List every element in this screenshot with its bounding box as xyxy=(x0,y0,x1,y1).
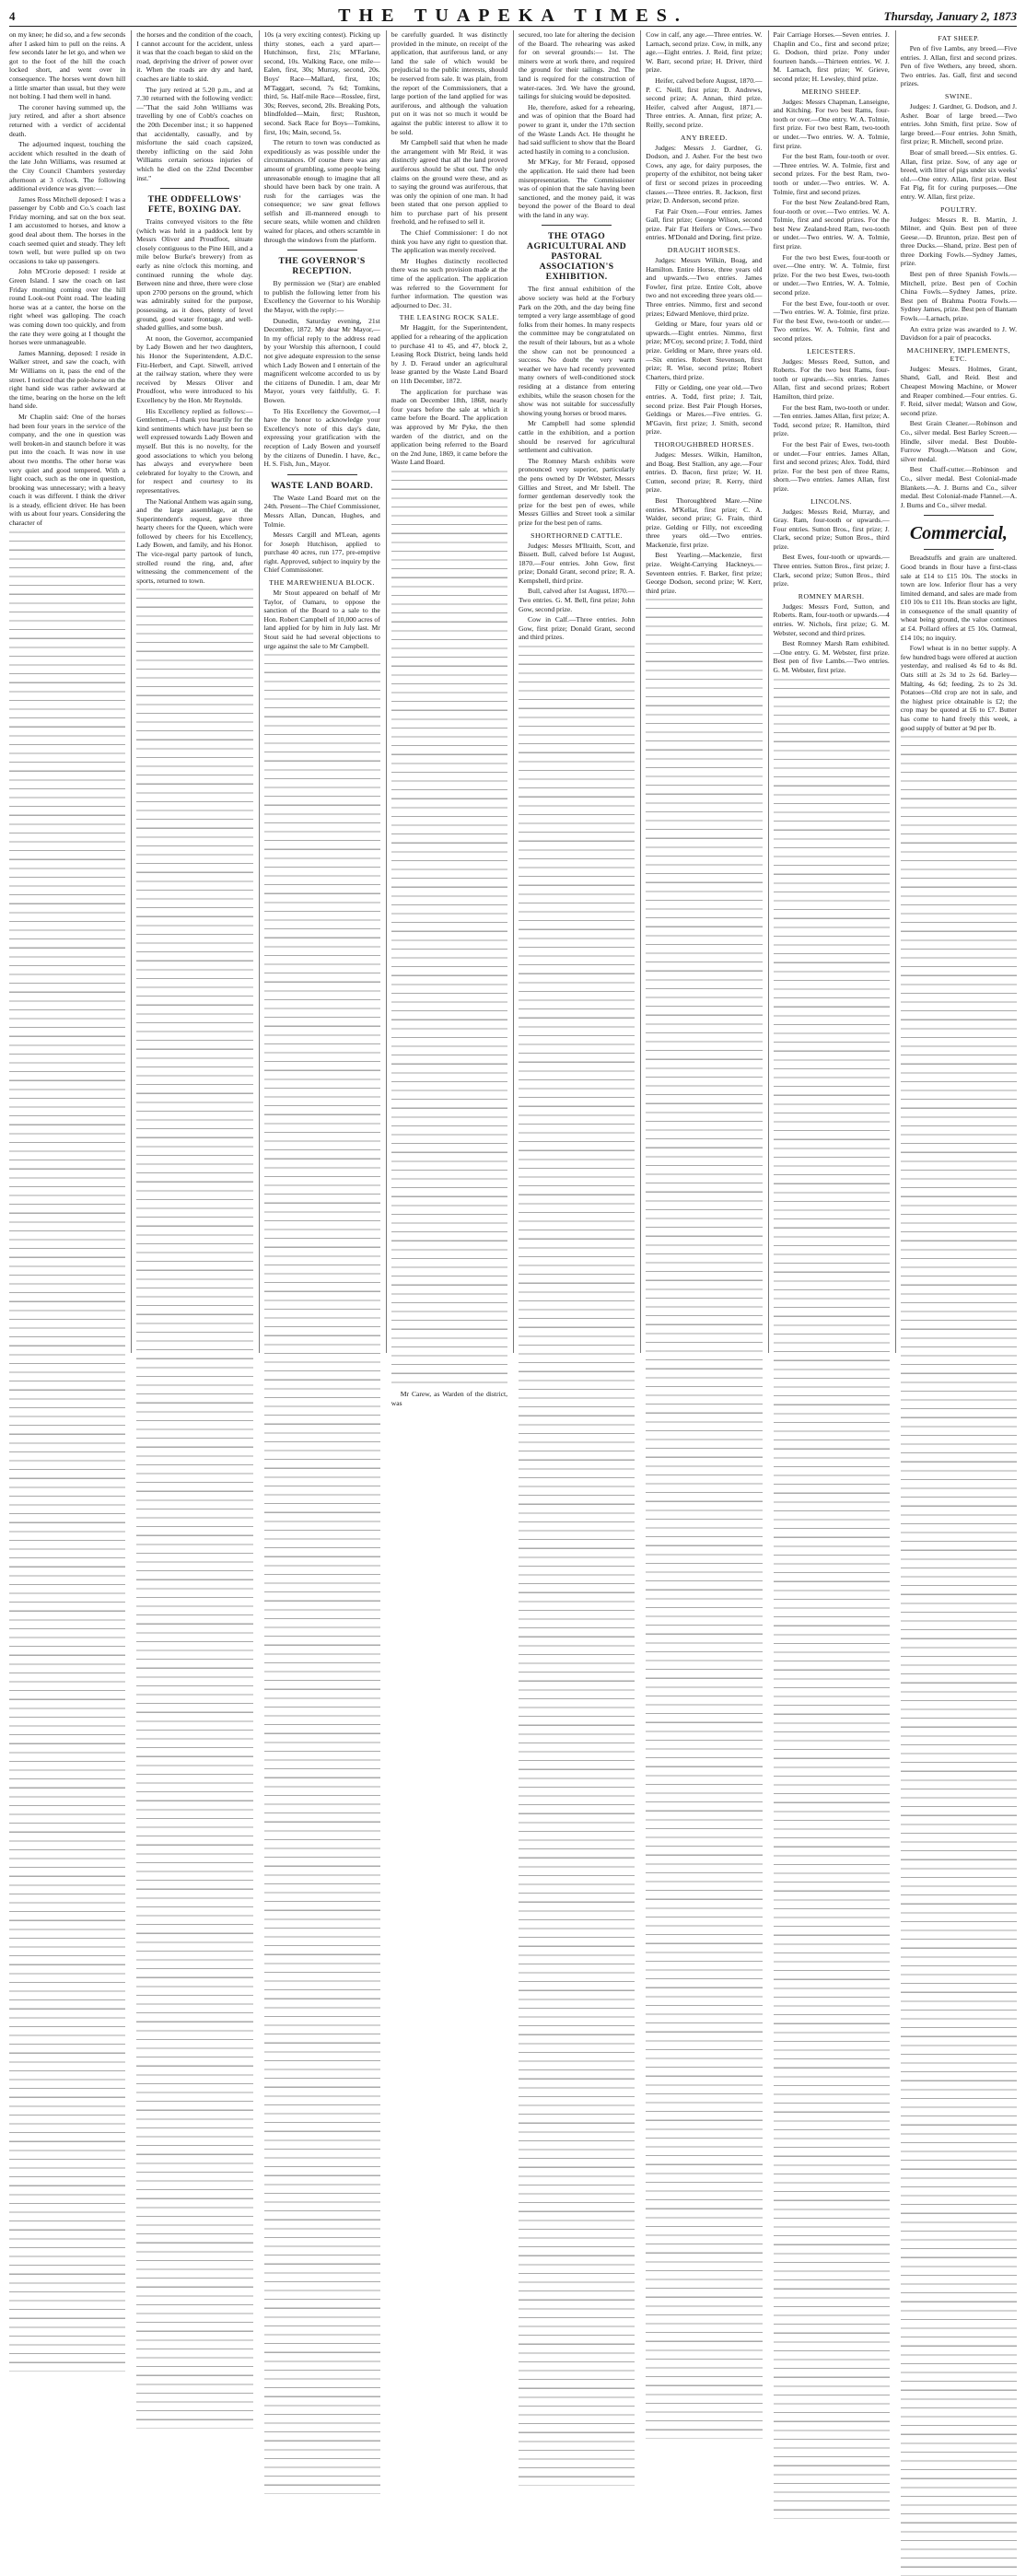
article-paragraph: Best Grain Cleaner.—Robinson and Co., silver medal. Best Barley Screen.—Hindle, silver medal. Best Double-Furrow Plough.—Watson and Gow, silver medal. xyxy=(900,419,1017,463)
article-paragraph: Judges: Messrs Wilkin, Boag, and Hamilton. Entire Horse, three years old and upwards.—Two entries. James Fowler, first prize. Entire Colt, above two and not exceeding three years old.—Three entries. Nimmo, first and second prizes; Edward Menlove, third prize. xyxy=(646,256,763,318)
article-paragraph: The first annual exhibition of the above society was held at the Forbury Park on the 20th, and the day being fine tempted a very large assemblage of good folks from their homes. In many respects the committee may be congratulated on the result of their labours, but as a whole the show can not be pronounced a success. No doubt the very warm weather we have had recently prevented many owners of well-conditioned stock residing at a distance from entering exhibits, while the season chosen for the show was not suitable for successfully showing young horses or brood mares. xyxy=(519,285,635,417)
article-paragraph: Best Thoroughbred Mare.—Nine entries. M'Kellar, first prize; C. A. Walder, second prize; G. Frain, third prize. Gelding or Filly, not exceeding three years old.—Two entries. Mackenzie, first prize. xyxy=(646,495,763,549)
subheading: THOROUGHBRED HORSES. xyxy=(654,439,754,449)
article-paragraph: Mr Campbell said that when he made the arrangement with Mr Reid, it was distinctly agreed that all the land proved auriferous should be shut out. The only claims on the ground were these, and as to saying the ground was auriferous, that was only the opinion of one man. It had been stated that one person applied to him to purchase part of his present freehold, and he refused to sell it. xyxy=(391,138,507,227)
article-paragraph: on my knee; he did so, and a few seconds after I asked him to pull on the reins. A few seconds later he let go, and when we got to the foot of the hill the coach locked short, and went over in consequence. The horses went down hill a little smarter than usual, but they were not bolting. I had them well in hand. xyxy=(9,30,126,101)
article-paragraph: Boar of small breed.—Six entries. G. Allan, first prize. Sow, of any age or breed, with litter of pigs under six weeks' old.—One entry. Allan, first prize. Best Fat Pig, fit for curing purposes.—One entry. W. Allan, first prize. xyxy=(900,147,1017,201)
article-paragraph: Mr Carew, as Warden of the district, was xyxy=(391,1389,507,1407)
article-paragraph: Pen of five Lambs, any breed.—Five entries. J. Allan, first and second prizes. Pen of five Wethers, any breed, shorn. Two entries. Jas. Gall, first and second prizes. xyxy=(900,44,1017,88)
subheading: SWINE. xyxy=(945,91,973,100)
article-paragraph: For the best Ewe, four-tooth or over.—Two entries. W. A. Tolmie, first prize. For the best Ewe, two-tooth or under.—Two entries. W. A. Tolmie, first and second prizes. xyxy=(773,298,890,343)
article-paragraph: For the two best Ewes, four-tooth or over.—One entry. W. A. Tolmie, first prize. For the two best Ewes, two-tooth or under.—Two Entries, W. A. Tolmie, second prize. xyxy=(773,252,890,297)
subheading: ROMNEY MARSH. xyxy=(798,591,865,600)
columns xyxy=(9,30,1017,1407)
column-2 xyxy=(131,30,252,1353)
divider xyxy=(287,250,357,251)
article-paragraph: Heifer, calved before August, 1870.—P. C. Neill, first prize; D. Andrews, second prize; A. Annan, third prize. Heifer, calved after August, 1871.—Three entries. A. Annan, first prize; A. Reilly, second prize. xyxy=(646,76,763,129)
article-paragraph: Judges: Messrs. Wilkin, Hamilton, and Boag. Best Stallion, any age.—Four entries. D. Bacon, first prize; W. H. Cutten, second prize; R. Kerry, third prize. xyxy=(646,449,763,495)
article-paragraph: Messrs Cargill and M'Lean, agents for Joseph Hutchison, applied to purchase 40 acres, run 177, pre-emptive right. Approved, subject to inquiry by the Chief Commissioner. xyxy=(263,530,380,575)
article-paragraph: Breadstuffs and grain are unaltered. Good brands in flour have a first-class sale at £14 to £15 10s. The stocks in town are low. Inferior flour has a very limited demand, and sales are made from £10 10s to £11 10s. Bran stocks are light, in consequence of the small quantity of wheat being ground, the value continues at £4. Pollard offers at £5 10s. Oatmeal, £14 10s; no inquiry. xyxy=(900,554,1017,642)
masthead xyxy=(9,6,1017,27)
text-filler xyxy=(901,734,1017,2576)
subheading: FAT SHEEP. xyxy=(938,34,980,42)
commercial-heading: Commercial, xyxy=(909,523,1008,544)
article-paragraph: James Ross Mitchell deposed: I was a passenger by Cobb and Co.'s coach last Friday morning, and sat on the box seat. I am accustomed to horses, and know a good deal about them. The horses in the coach seemed quiet and steady. They left town well, but were pulled up on two occasions to take up passengers. xyxy=(9,194,126,265)
subheading: LEICESTERS. xyxy=(807,346,857,356)
text-filler xyxy=(774,677,890,2519)
article-paragraph: The jury retired at 5.20 p.m., and at 7.30 returned with the following verdict:—"That the said John Williams was travelling by one of Cobb's coaches on the 20th December inst.; it so happened that accidentally, casually, and by misfortune the said coach capsized, thereby inflicting on the said John Williams certain serious injuries of which he died on the 22nd December inst." xyxy=(136,85,253,182)
subheading: SHORTHORNED CATTLE. xyxy=(530,530,624,540)
article-paragraph: John M'Crorie deposed: I reside at Green Island. I saw the coach on last Friday morning coming over the hill round Look-out Point road. The leading horse was at a canter, the horse on the right wheel was galloping. The coach was coming down too quickly, and from the rate they were going at I thought the horses were unmanageable. xyxy=(9,267,126,347)
article-paragraph: The National Anthem was again sung, and the large assemblage, at the Superintendent's request, gave three hearty cheers for the Queen, which were followed by cheers for his Excellency, Lady Bowen, and family, and his Honor. The vice-regal party partook of lunch, strolled round the ring, and, after witnessing the commencement of the sports, returned to town. xyxy=(136,496,253,585)
subheading: DRAUGHT HORSES. xyxy=(667,246,741,255)
column-3 xyxy=(259,30,380,1353)
divider xyxy=(924,549,994,550)
article-paragraph: Best Yearling.—Mackenzie, first prize. Weight-Carrying Hackneys.—Seventeen entries. F. Barker, first prize; George Dodson, second prize; W. Kerr, third prize. xyxy=(646,551,763,595)
article-paragraph: The Romney Marsh exhibits were pronounced very superior, particularly the pens owned by Dr Webster, Messrs Gillies and Street, and Mr Isbell. The former gentleman deservedly took the prize for the best pen of ewes, while Messrs Gillies and Street took a similar prize for the best pen of rams. xyxy=(519,456,635,527)
article-paragraph: Dunedin, Saturday evening, 21st December, 1872. My dear Mr Mayor,—In my official reply to the address read by your Worship this afternoon, I could not give adequate expression to the sense which Lady Bowen and I entertain of the magnificent welcome accorded to us by the citizens of Dunedin. I am, dear Mr Mayor, yours very faithfully, G. F. Bowen. xyxy=(263,316,380,404)
article-paragraph: Judges: Messrs Chapman, Lanseigne, and Kitching. For two best Rams, four-tooth or over.—One entry. W. A. Tolmie, first prize. For two best Ram, two-tooth or under.—Two entries. W. A. Tolmie, first prize. xyxy=(773,97,890,150)
article-paragraph: The Waste Land Board met on the 24th. Present—The Chief Commissioner, Messrs Allan, Duncan, Hughes, and Tolmie. xyxy=(263,493,380,529)
article-paragraph: The return to town was conducted as expeditiously as was possible under the circumstances. Of course there was any amount of grumbling, some people being unreasonable enough to imagine that all should have been back by one train. A rush for the carriages was the consequence; we saw great fellows selfish and ill-mannered enough to secure seats, while women and children waited for places, and others scramble in through the windows from the platform. xyxy=(263,138,380,244)
article-paragraph: secured, too late for altering the decision of the Board. The rehearing was asked for on several grounds:— 1st. The miners were at work there, and required the ground for their tailings. 2nd. The land is required for the construction of water-races. 3rd. We have the ground, tailings for sluicing would be deposited. xyxy=(519,30,635,101)
article-paragraph: Best Chaff-cutter.—Robinson and Co., silver medal. Best Colonial-made Blankets.—A. J. Burns and Co., silver medal. Best Colonial-made Flannel.—A. J. Burns and Co., silver medal. xyxy=(900,465,1017,509)
article-paragraph: Judges: Messrs Reid, Murray, and Gray. Ram, four-tooth or upwards.—Four entries. Sutton Bros., first prize; J. Clark, second prize; Sutton Bros., third prize. xyxy=(773,507,890,551)
article-paragraph: 10s (a very exciting contest). Picking up thirty stones, each a yard apart—Hutchinson, first, 21s; M'Farlane, second, 10s. Walking Race, one mile—Ealen, first, 30s; Murray, second, 20s. Boys' Race—Mallard, first, 10s; M'Taggart, second, 7s 6d; Tomkins, third, 5s. Half-mile Race—Rosslee, first, 30s; Reeves, second, 20s. Breaking Pots, blindfolded—Main, first; Rushton, second. Sack Race for Boys—Tomkins, first, 10s; Main, second, 5s. xyxy=(263,30,380,136)
column-8 xyxy=(895,30,1017,1353)
article-paragraph: Mr Chaplin said: One of the horses had been four years in the service of the company, and the one in question was well broken-in and staunch before it was put into the coach. It was now in use about two months. The other horse was very quiet and good tempered. With a light coach, such as the one in question, brooking was unnecessary; with a heavy coach it was different. I think the driver is a steady, efficient driver. He has been with us about four years. Considering the character of xyxy=(9,412,126,528)
article-paragraph: Pair Carriage Horses.—Seven entries. J. Chaplin and Co., first and second prize; G. Dodson, third prize. Pony under fourteen hands.—Thirteen entries. W. J. M. Larnach, first prize; W. Grieve, second prize; H. Lewsley, third prize. xyxy=(773,30,890,83)
article-paragraph: The coroner having summed up, the jury retired, and after a short absence returned with a verdict of accidental death. xyxy=(9,102,126,138)
text-filler xyxy=(264,652,380,2494)
text-filler xyxy=(391,469,507,1390)
subheading: POULTRY. xyxy=(939,204,977,214)
subheading: THE MAREWHENUA BLOCK. xyxy=(269,578,375,588)
article-paragraph: The adjourned inquest, touching the accident which resulted in the death of the late John Williams, was resumed at the City Council Chambers yesterday afternoon at 3 o'clock. The following additional evidence was given:— xyxy=(9,140,126,193)
article-paragraph: Fowl wheat is in no better supply. A few hundred bags were offered at auction yesterday, and realised 4s 6d to 4s 8d. Oats still at 2s 3d to 2s 6d. Barley—Malting, 4s 6d; feeding, 2s to 2s 3d. Potatoes—Old crop are not in sale, and the highest price obtainable is £2; the crop may be quoted at £6 to £7. Butter has come to hand freely this week, a good supply of butter at 9d per lb. xyxy=(900,644,1017,732)
article-paragraph: Mr Campbell had some splendid cattle in the exhibition, and a portion should be reserved for agricultural settlement and cultivation. xyxy=(519,419,635,455)
subheading: THE LEASING ROCK SALE. xyxy=(399,313,500,322)
divider xyxy=(287,474,357,475)
issue-date: Thursday, January 2, 1873 xyxy=(883,9,1017,23)
article-paragraph: Best Ewes, four-tooth or upwards.—Three entries. Sutton Bros., first prize; J. Clark, second prize; Sutton Bros., third prize. xyxy=(773,553,890,589)
text-filler xyxy=(9,530,125,2372)
article-paragraph: Bull, calved after 1st August, 1870.—Two entries. G. M. Bell, first prize; John Gow, second prize. xyxy=(519,587,635,613)
article-paragraph: Best pen of three Spanish Fowls.—Mitchell, prize. Best pen of Cochin China Fowls.—Sydney James, prize. Best pen of Brahma Pootra Fowls.—Sydney James, prize. Best pen of Bantam Fowls.—Larnach, prize. xyxy=(900,270,1017,323)
article-paragraph: Judges: Messrs Reed, Sutton, and Roberts. For the two best Rams, four-tooth or upwards.—Six entries. James Allan, first and second prizes; Robert Hamilton, third prize. xyxy=(773,356,890,401)
column-1 xyxy=(9,30,125,1353)
article-paragraph: Judges: Messrs M'Ilraith, Scott, and Bissett. Bull, calved before 1st August, 1870.—Four entries. John Gow, first prize; Donald Grant, second prize; R. A. Kempshell, third prize. xyxy=(519,541,635,585)
text-filler xyxy=(519,644,635,2486)
article-paragraph: Judges: Messrs Ford, Sutton, and Roberts. Ram, four-tooth or upwards.—4 entries. W. Nichols, first prize; G. M. Webster, second and third prizes. xyxy=(773,601,890,637)
text-filler xyxy=(646,597,762,2439)
section-heading: WASTE LAND BOARD. xyxy=(271,480,374,491)
article-paragraph: Fat Pair Oxen.—Four entries. James Gall, first prize; George Wilson, second prize. Pair Fat Heifers or Cows.—Two entries. M'Donald and Doring, first prize. xyxy=(646,206,763,242)
article-paragraph: To His Excellency the Governor,—I have the honor to acknowledge your Excellency's note of this day's date, expressing your gratification with the reception of Lady Bowen and yourself by the citizens of Dunedin. I have, &c., H. S. Fish, Jun., Mayor. xyxy=(263,406,380,469)
article-paragraph: James Manning, deposed: I reside in Walker street, and saw the coach, with Mr Williams on it, pass the end of the street. I noticed that the pole-horse on the right hand side was rather awkward at the time, bearing on the horse on the left hand side. xyxy=(9,348,126,411)
column-4 xyxy=(386,30,507,1407)
divider xyxy=(924,515,994,516)
article-paragraph: For the best Ram, two-tooth or under.—Ten entries. James Allan, first prize; A. Todd, second prize; R. Hamilton, third prize. xyxy=(773,402,890,438)
page-number: 4 xyxy=(9,9,16,23)
article-paragraph: Judges: Messrs J. Gardner, G. Dodson, and J. Asher. For the best two Cows, any age, for dairy purposes, the property of the exhibitor, not being taker of first or second prizes in proceeding classes.—Three entries. R. Jackson, first prize; D. Anderson, second prize. xyxy=(646,143,763,205)
newspaper-title: THE TUAPEKA TIMES. xyxy=(338,5,688,26)
article-paragraph: He, therefore, asked for a rehearing, and was of opinion that the Board had power to grant it, under the 17th section of the Waste Lands Act. He thought he had said sufficient to show that the Board acted hastily in coming to a conclusion. xyxy=(519,102,635,156)
section-heading: THE ODDFELLOWS' FETE, BOXING DAY. xyxy=(147,194,242,216)
column-6 xyxy=(640,30,762,1353)
article-paragraph: Cow in calf, any age.—Three entries. W. Larnach, second prize. Cow, in milk, any age.—Eight entries. J. Reid, first prize; W. Barr, second prize; H. Driver, third prize. xyxy=(646,30,763,75)
section-heading: THE OTAGO AGRICULTURAL AND PASTORAL ASSOCIATION'S EXHIBITION. xyxy=(527,231,627,283)
divider xyxy=(542,225,612,226)
subheading: MERINO SHEEP. xyxy=(801,87,861,96)
section-heading: THE GOVERNOR'S RECEPTION. xyxy=(278,256,366,277)
article-paragraph: Mr M'Kay, for Mr Feraud, opposed the application. He said there had been misrepresentation. The Commissioner was of opinion that the sale having been sanctioned, and the money paid, it was beyond the power of the Board to deal with the land in any way. xyxy=(519,157,635,219)
subheading: LINCOLNS. xyxy=(810,496,853,506)
article-paragraph: Best Romney Marsh Ram exhibited.—One entry. G. M. Webster, first prize. Best pen of five Lambs.—Two entries. G. M. Webster, first prize. xyxy=(773,639,890,674)
column-5 xyxy=(513,30,635,1353)
column-7 xyxy=(768,30,890,1353)
subheading: MACHINERY, IMPLEMENTS, ETC. xyxy=(906,345,1011,363)
article-paragraph: Gelding or Mare, four years old or upwards.—Eight entries. Nimmo, first prize; M'Coy, second prize; J. Todd, third prize. Gelding or Mare, three years old.—Six entries. Robert Stevenson, first prize; R. Wise, second prize; Robert Charters, third prize. xyxy=(646,320,763,381)
article-paragraph: be carefully guarded. It was distinctly provided in the minute, on receipt of the application, that auriferous land, or any land the sale of which would be prejudicial to the public interests, should be reserved from sale. It was plain, from the report of the Commissioners, that a large portion of the land applied for was auriferous, and although the valuation put on it was not so much it would be against the public interest to allow it to be sold. xyxy=(391,30,507,136)
article-paragraph: Mr Haggitt, for the Superintendent, applied for a rehearing of the application to purchase 41 to 45, and 47, block 2, Leasing Rock District, being lands held by J. D. Feraud under an agricultural lease granted by the Waste Land Board on 11th December, 1872. xyxy=(391,323,507,385)
article-paragraph: Cow in Calf.—Three entries. John Gow, first prize; Donald Grant, second and third prizes. xyxy=(519,615,635,642)
article-paragraph: An extra prize was awarded to J. W. Davidson for a pair of peacocks. xyxy=(900,324,1017,343)
article-paragraph: Trains conveyed visitors to the fête (which was held in a paddock lent by Messrs Oliver and Proudfoot, situate closely contiguous to the Pine Hill, and a mile below Burke's brewery) from as early as nine o'clock this morning, and continued running the whole day. Between nine and three, there were close upon 2700 persons on the ground, which was admirably suited for the purpose, possessing, as it does, plenty of level ground, good water frontage, and well-shaded gullies, and some bush. xyxy=(136,217,253,332)
article-paragraph: Filly or Gelding, one year old.—Two entries. A. Todd, first prize; J. Tait, second prize. Best Pair Plough Horses, Geldings or Mares.—Five entries. G. M'Gavin, first prize; J. Smith, second prize. xyxy=(646,383,763,437)
article-paragraph: The application for purchase was made on December 18th, 1868, nearly four years before the sale at which it came before the Board. The application was approved by Mr Pyke, the then warden of the district, and on the application being referred to the Board on the 2nd June, 1869, it came before the Waste Land Board. xyxy=(391,387,507,467)
article-paragraph: For the best Pair of Ewes, two-tooth or under.—Four entries. James Allan, first and second prizes; Alex. Todd, third prize. For the best pen of three Rams, shorn.—Two entries. James Allan, first prize. xyxy=(773,439,890,493)
text-filler xyxy=(136,587,252,2429)
article-paragraph: For the best Ram, four-tooth or over.—Three entries. W. A. Tolmie, first and second prizes. For the best Ram, two-tooth or under.—Two entries. W. A. Tolmie, first and second prizes. xyxy=(773,152,890,196)
article-paragraph: The Chief Commissioner: I do not think you have any right to question that. The application was merely received. xyxy=(391,228,507,255)
article-paragraph: Judges: J. Gardner, G. Dodson, and J. Asher. Boar of large breed.—Two entries. John Smith, first prize. Sow of large breed.—Four entries. John Smith, first prize; R. Mitchell, second prize. xyxy=(900,101,1017,146)
divider xyxy=(160,188,230,189)
article-paragraph: Judges: Messrs. Holmes, Grant, Shand, Gall, and Reid. Best and Cheapest Mowing Machine, or Mower and Reaper combined.—Four entries. G. F. Reid, silver medal; Watson and Gow, second prize. xyxy=(900,364,1017,417)
article-paragraph: By permission we (Star) are enabled to publish the following letter from his Excellency the Governor to his Worship the Mayor, with the reply:— xyxy=(263,279,380,315)
article-paragraph: Mr Stout appeared on behalf of Mr Taylor, of Oamaru, to oppose the sanction of the Board to a sale to the Hon. Robert Campbell of 10,000 acres of land applied for by him in July last. Mr Stout said he had several objections to urge against the sale to Mr Campbell. xyxy=(263,589,380,650)
article-paragraph: Mr Hughes distinctly recollected there was no such provision made at the time of the application. The application was referred to the Government for further information. The question was adjourned to Dec. 31. xyxy=(391,256,507,309)
article-paragraph: the horses and the condition of the coach, I cannot account for the accident, unless it was that the coach began to skid on the road, depriving the driver of power over it. When the roads are dry and hard, coaches are liable to skid. xyxy=(136,30,253,83)
article-paragraph: For the best New Zealand-bred Ram, four-tooth or over.—Two entries. W. A. Tolmie, first and second prizes. For the best New Zealand-bred Ram, two-tooth or under.—Two entries. W. A. Tolmie, first prize. xyxy=(773,198,890,251)
article-paragraph: At noon, the Governor, accompanied by Lady Bowen and her two daughters, his Honor the Superintendent, A.D.C. Fitz-Herbert, and Capt. Sitwell, arrived at the railway station, where they were received by Messrs Oliver and Proudfoot, who were introduced to his Excellency by the Hon. Mr Reynolds. xyxy=(136,333,253,404)
article-paragraph: Judges: Messrs R. B. Martin, J. Milner, and Quin. Best pen of three Geese.—D. Brunton, prize. Best pen of three Ducks.—Shand, prize. Best pen of three Dorking Fowls.—Sydney James, prize. xyxy=(900,215,1017,268)
subheading: ANY BREED. xyxy=(680,133,728,142)
article-paragraph: His Excellency replied as follows:— Gentlemen,—I thank you heartily for the kind sentiments which have just been so well expressed towards Lady Bowen and myself. But this is no novelty, for the good associations to which you belong has always and everywhere been celebrated for loyalty to the Crown, and for respect and courtesy to its representatives. xyxy=(136,406,253,495)
